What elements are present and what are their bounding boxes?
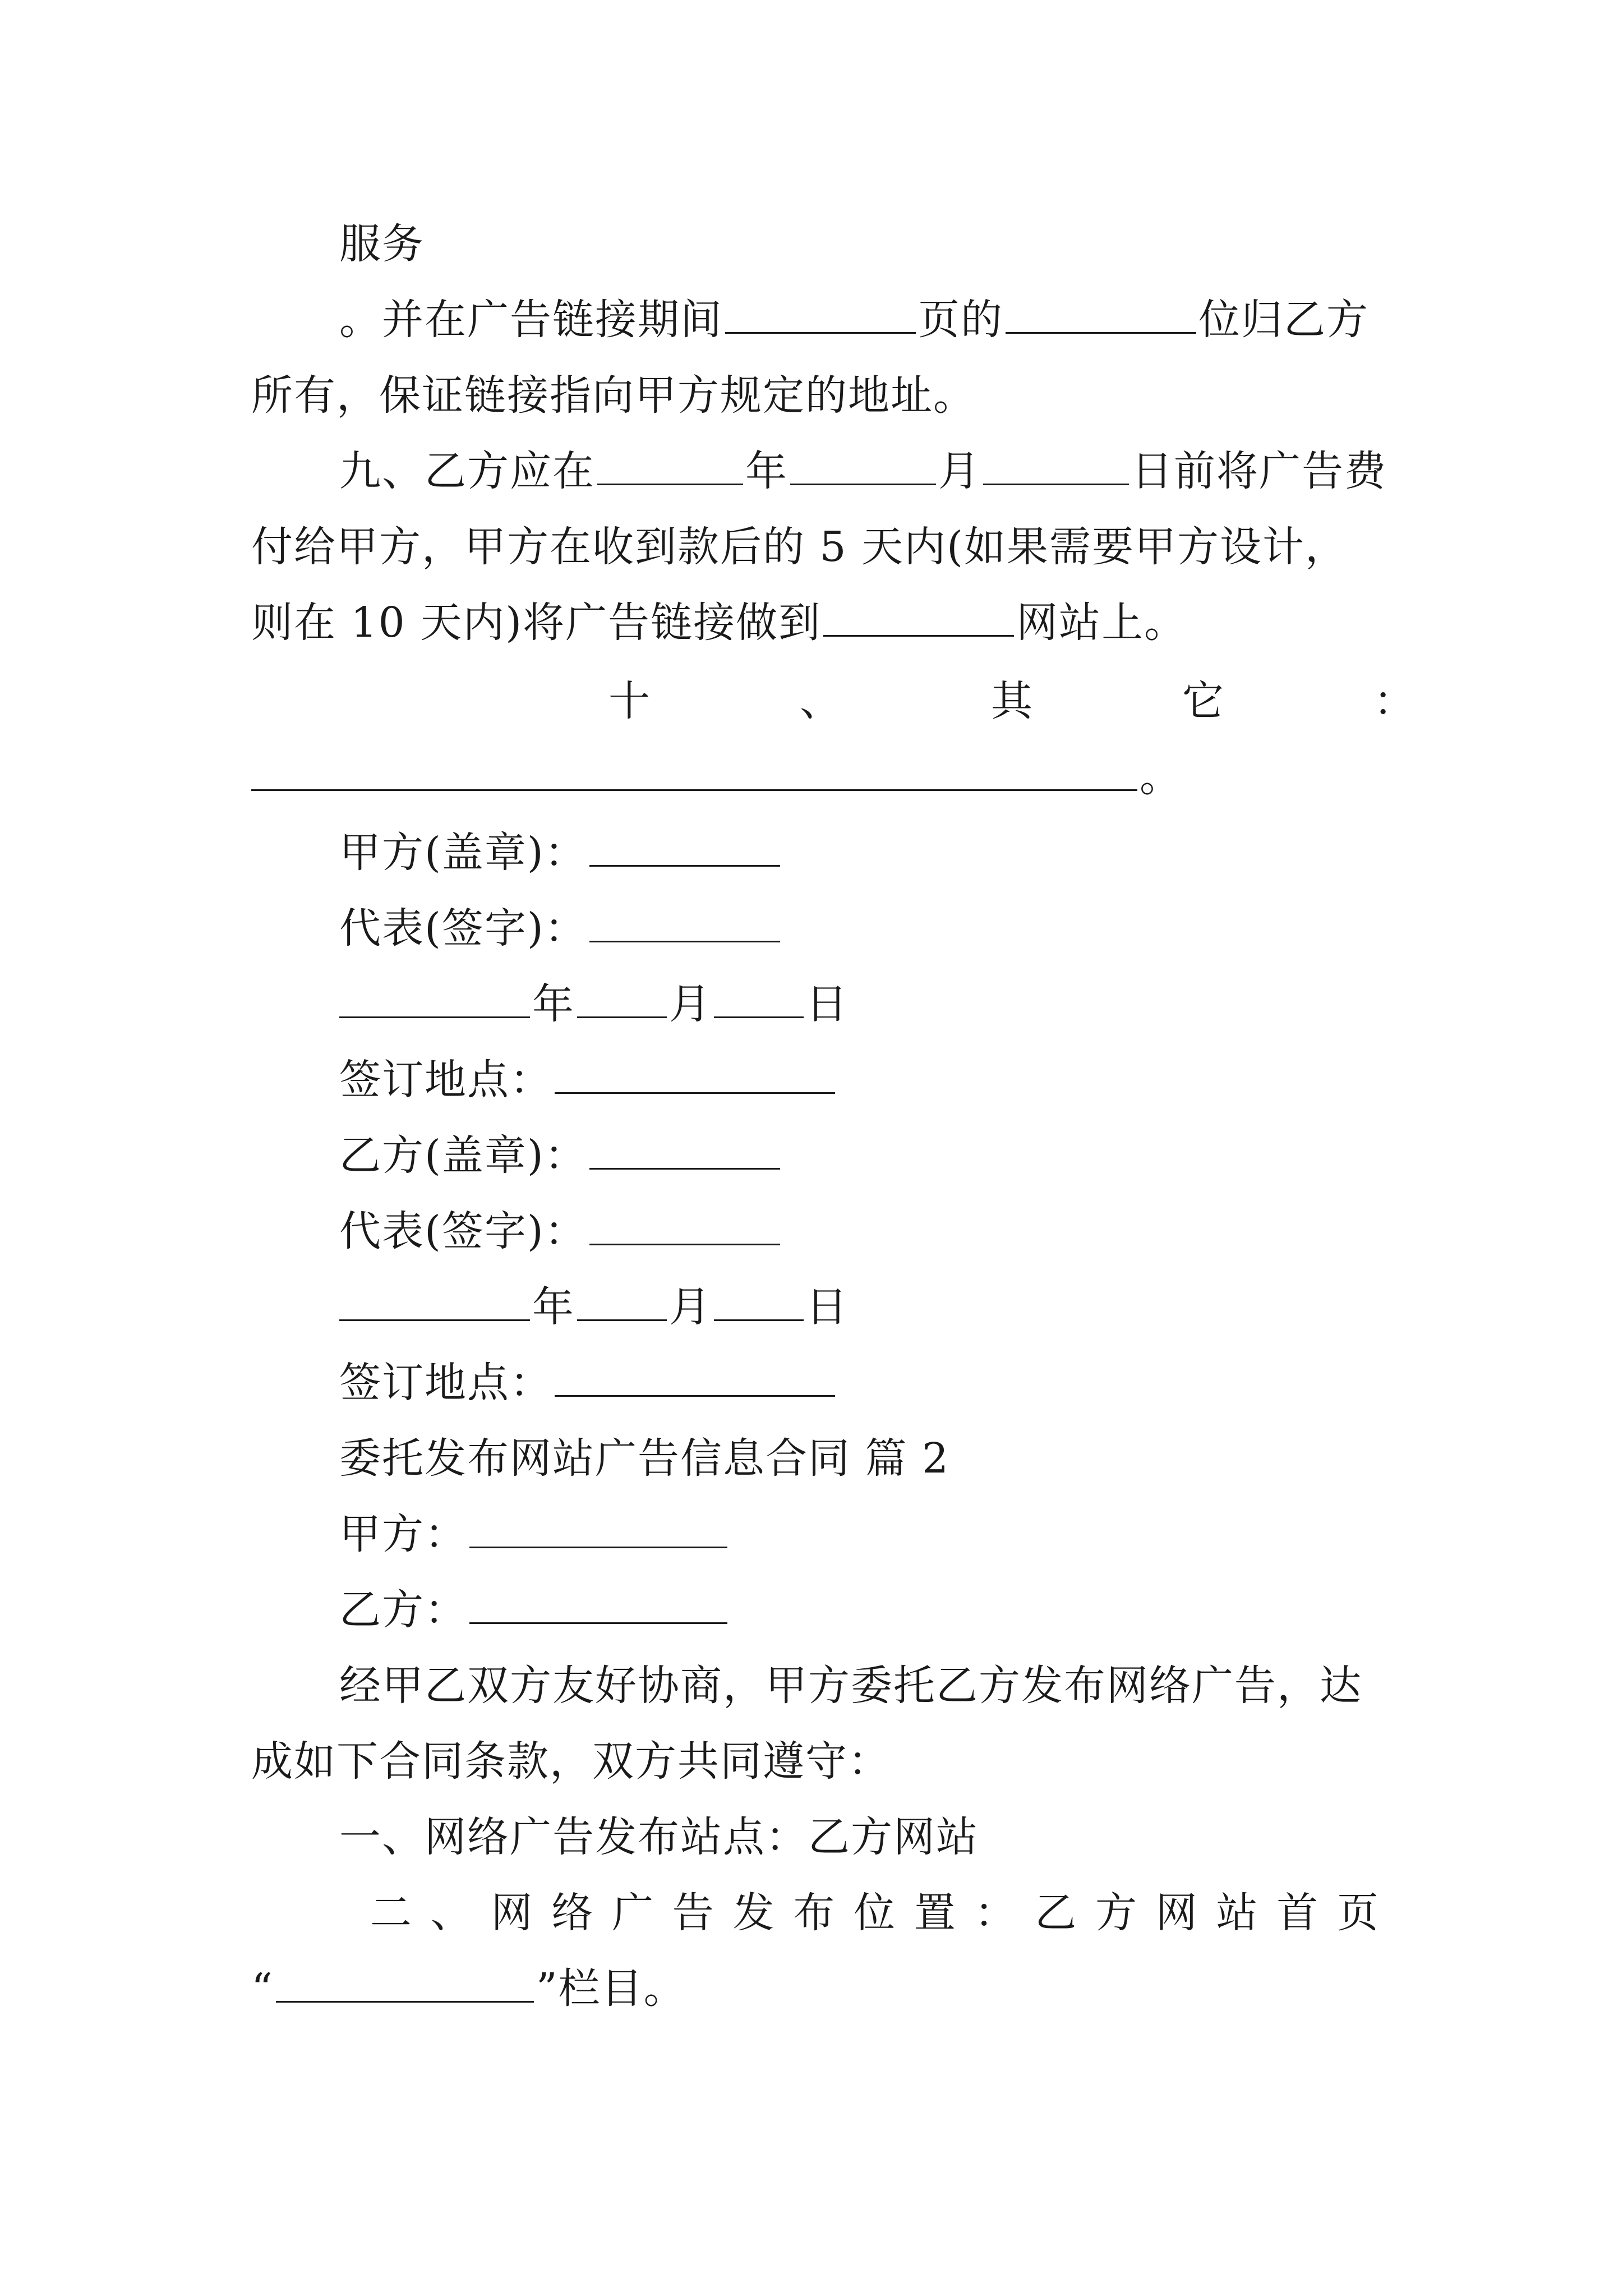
text: 乙	[1035, 1889, 1078, 1937]
text: 付给甲方，甲方在收到款后的 5 天内(如果需要甲方设计，	[251, 523, 1348, 571]
blank-party-a[interactable]	[469, 1510, 727, 1548]
text: 发	[732, 1889, 776, 1937]
text: 告	[672, 1889, 715, 1937]
line-rep-sign-a	[339, 900, 782, 956]
text: 十	[608, 677, 651, 725]
text: 成如下合同条款，双方共同遵守：	[251, 1737, 891, 1786]
text: 甲方(盖章)：	[339, 829, 587, 877]
blank-party-b[interactable]	[469, 1585, 727, 1624]
blank-date-day[interactable]	[714, 979, 804, 1018]
text: 广	[612, 1889, 654, 1937]
line-link-placement	[251, 595, 1187, 651]
text: 代表(签字)：	[339, 904, 587, 953]
text: 日	[806, 1283, 849, 1331]
line-intro-2	[251, 1733, 891, 1789]
text: 、	[800, 677, 842, 725]
text: 页的	[918, 296, 1003, 344]
blank-sign-place-b[interactable]	[555, 1358, 835, 1397]
text: 日前将广告费	[1131, 447, 1387, 495]
blank-date-month[interactable]	[577, 979, 667, 1018]
text: 网	[1155, 1889, 1198, 1937]
text: 布	[793, 1889, 836, 1937]
text: 方	[1095, 1889, 1138, 1937]
blank-sign-place-a[interactable]	[555, 1055, 835, 1094]
line-intro-1	[339, 1658, 1362, 1714]
blank-month[interactable]	[790, 447, 936, 485]
line-ad-link-period	[339, 292, 1369, 348]
line-item-2-column	[251, 1961, 686, 2017]
text: 所有，保证链接指向甲方规定的地址。	[251, 371, 976, 420]
text: 。	[1140, 753, 1182, 801]
text: 日	[806, 980, 849, 1028]
text: 年	[532, 1283, 575, 1331]
line-party-b	[339, 1582, 730, 1638]
line-payment	[251, 519, 1348, 575]
blank-rep-sign-b[interactable]	[589, 1207, 780, 1245]
text: 乙方：	[339, 1586, 467, 1634]
blank-party-a-seal[interactable]	[589, 828, 780, 867]
line-party-b-seal	[339, 1128, 782, 1184]
line-link-ownership	[251, 367, 976, 424]
blank-rep-sign-a[interactable]	[589, 904, 780, 942]
text: 二	[370, 1889, 413, 1937]
text: 年	[745, 447, 788, 495]
text: 经甲乙双方友好协商，甲方委托乙方发布网络广告，达	[339, 1662, 1362, 1710]
line-other-blank	[251, 749, 1182, 805]
line-sign-place-b	[339, 1355, 837, 1411]
text: 委托发布网站广告信息合同 篇 2	[339, 1434, 950, 1483]
line-party-a	[339, 1506, 730, 1562]
text: 九、乙方应在	[339, 447, 595, 495]
blank-other[interactable]	[251, 752, 1137, 791]
text: 其	[991, 677, 1034, 725]
text: 络	[551, 1889, 594, 1937]
text: 月	[669, 980, 712, 1028]
blank-date-year[interactable]	[339, 1282, 530, 1321]
blank-date-day[interactable]	[714, 1282, 804, 1321]
line-rep-sign-b	[339, 1203, 782, 1259]
text: ：	[974, 1889, 1017, 1937]
text: ：	[1373, 677, 1416, 725]
text: 页	[1337, 1889, 1380, 1937]
text: 网站上。	[1016, 599, 1187, 647]
contract2-title	[339, 1430, 949, 1487]
blank-party-b-seal[interactable]	[589, 1131, 780, 1170]
line-clause-nine	[339, 443, 1387, 499]
blank-field[interactable]	[1006, 295, 1196, 334]
text: 。并在广告链接期间	[339, 296, 723, 344]
blank-day[interactable]	[983, 447, 1129, 485]
line-service	[339, 216, 425, 272]
blank-website[interactable]	[823, 598, 1014, 637]
text: 网	[491, 1889, 534, 1937]
text: 一、网络广告发布站点：乙方网站	[339, 1813, 979, 1861]
blank-field[interactable]	[725, 295, 916, 334]
line-party-a-seal	[339, 825, 782, 881]
line-date-b	[339, 1279, 849, 1335]
blank-year[interactable]	[597, 447, 743, 485]
text: 则在 10 天内)将广告链接做到	[251, 599, 822, 647]
text: 签订地点：	[339, 1359, 552, 1407]
text: 、	[430, 1889, 473, 1937]
text: 服务	[339, 220, 425, 268]
text: 它	[1182, 677, 1225, 725]
text: 月	[669, 1283, 712, 1331]
text: 站	[1216, 1889, 1259, 1937]
line-item-1	[339, 1809, 979, 1865]
text: ”栏目。	[536, 1964, 686, 2013]
text: 月	[938, 447, 981, 495]
text: 位	[854, 1889, 896, 1937]
blank-date-month[interactable]	[577, 1282, 667, 1321]
text: 乙方(盖章)：	[339, 1131, 587, 1180]
text: 甲方：	[339, 1510, 467, 1558]
blank-column-name[interactable]	[276, 1964, 534, 2003]
text: 置	[914, 1889, 957, 1937]
line-clause-ten	[608, 673, 1416, 729]
line-date-a	[339, 976, 849, 1032]
text: 签订地点：	[339, 1056, 552, 1104]
text: “	[251, 1964, 274, 2013]
text: 代表(签字)：	[339, 1207, 587, 1255]
text: 位归乙方	[1198, 296, 1369, 344]
text: 年	[532, 980, 575, 1028]
line-sign-place-a	[339, 1052, 837, 1108]
blank-date-year[interactable]	[339, 979, 530, 1018]
line-item-2	[370, 1885, 1380, 1941]
text: 首	[1276, 1889, 1320, 1937]
